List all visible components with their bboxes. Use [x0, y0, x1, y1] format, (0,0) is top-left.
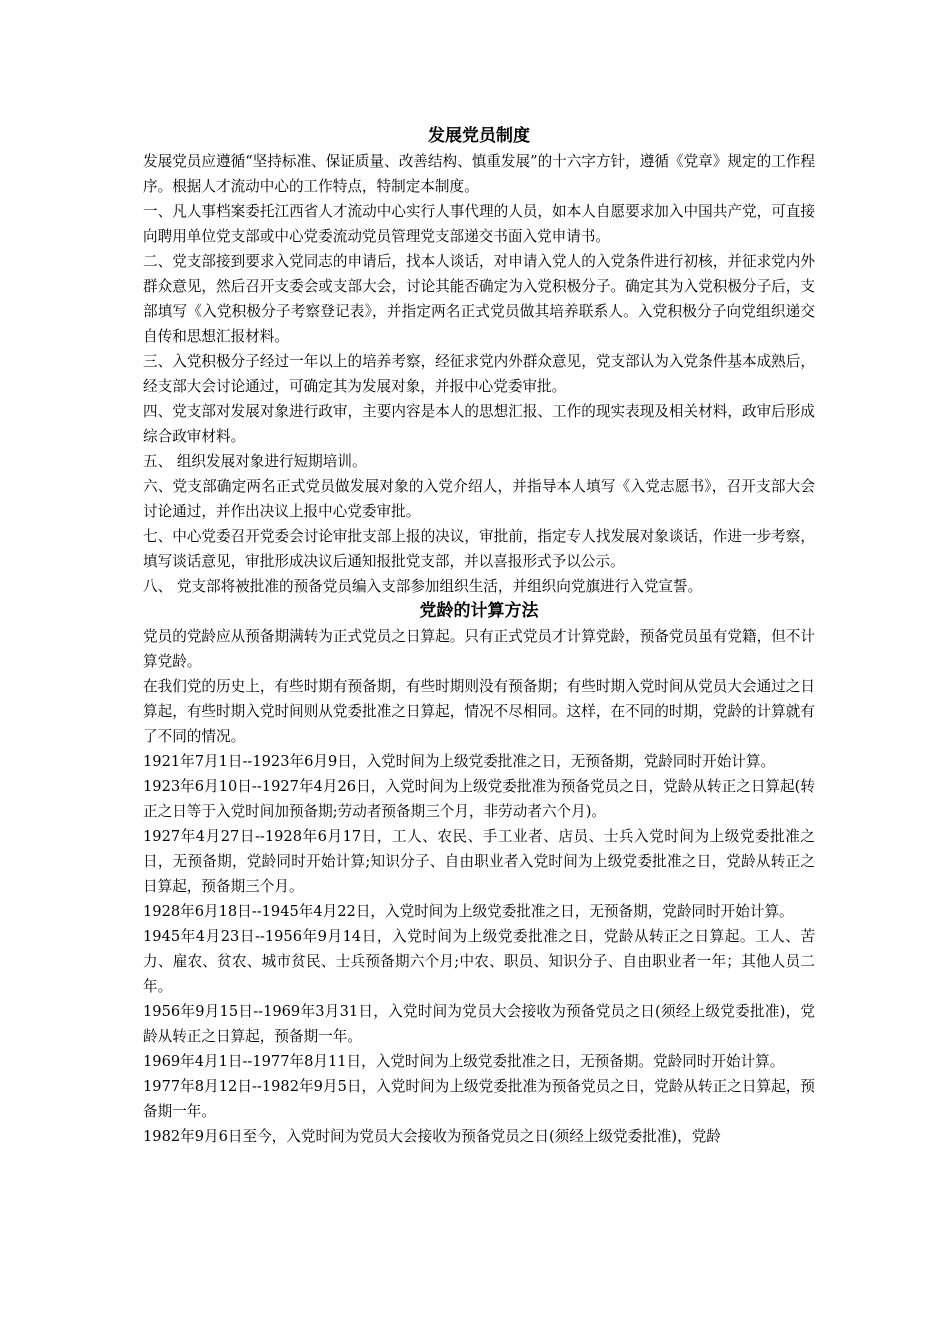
period-paragraph: 1928年6月18日--1945年4月22日，入党时间为上级党委批准之日，无预备期，党龄同时开始计算。 — [143, 903, 794, 920]
rule-item: 五、 组织发展对象进行短期培训。 — [143, 453, 367, 470]
period-paragraph: 1977年8月12日--1982年9月5日，入党时间为上级党委批准为预备党员之日，党龄从转正之日算起，预备期一年。 — [143, 1078, 815, 1120]
period-paragraph: 1956年9月15日--1969年3月31日，入党时间为党员大会接收为预备党员之日(须经上级党委批准)，党龄从转正之日算起，预备期一年。 — [143, 1003, 815, 1045]
rules-list — [143, 199, 815, 599]
rule-item: 八、 党支部将被批准的预备党员编入支部参加组织生活，并组织向党旗进行入党宣誓。 — [143, 578, 703, 595]
period-paragraph: 1945年4月23日--1956年9月14日，入党时间为上级党委批准之日，党龄从转正之日算起。工人、苦力、雇农、贫农、城市贫民、士兵预备期六个月;中农、职员、知识分子、自由职业者一年；其他人员二年。 — [143, 928, 815, 995]
rule-item: 二、党支部接到要求入党同志的申请后，找本人谈话，对申请入党人的入党条件进行初核，并征求党内外群众意见，然后召开支委会或支部大会，讨论其能否确定为入党积极分子。确定其为入党积极分子后，支部填写《入党积极分子考察登记表》，并指定两名正式党员做其培养联系人。入党积极分子向党组织递交自传和思想汇报材料。 — [143, 253, 815, 345]
rule-item: 一、凡人事档案委托江西省人才流动中心实行人事代理的人员，如本人自愿要求加入中国共产党，可直接向聘用单位党支部或中心党委流动党员管理党支部递交书面入党申请书。 — [143, 203, 815, 245]
period-paragraph: 1969年4月1日--1977年8月11日，入党时间为上级党委批准之日，无预备期。党龄同时开始计算。 — [143, 1053, 785, 1070]
rule-item: 四、党支部对发展对象进行政审，主要内容是本人的思想汇报、工作的现实表现及相关材料，政审后形成综合政审材料。 — [143, 403, 815, 445]
party-age-section — [143, 624, 815, 1149]
rule-item: 七、中心党委召开党委会讨论审批支部上报的决议，审批前，指定专人找发展对象谈话，作进一步考察，填写谈话意见，审批形成决议后通知报批党支部，并以喜报形式予以公示。 — [143, 528, 815, 570]
section-title: 党龄的计算方法 — [419, 601, 539, 621]
document-title: 发展党员制度 — [428, 126, 530, 146]
section-paragraph: 党员的党龄应从预备期满转为正式党员之日算起。只有正式党员才计算党龄，预备党员虽有党籍，但不计算党龄。 — [143, 628, 815, 670]
rule-item: 三、入党积极分子经过一年以上的培养考察，经征求党内外群众意见，党支部认为入党条件基本成熟后，经支部大会讨论通过，可确定其为发展对象，并报中心党委审批。 — [143, 353, 815, 395]
rule-item: 六、党支部确定两名正式党员做发展对象的入党介绍人，并指导本人填写《入党志愿书》，召开支部大会讨论通过，并作出决议上报中心党委审批。 — [143, 478, 815, 520]
section-paragraph: 在我们党的历史上，有些时期有预备期，有些时期则没有预备期；有些时期入党时间从党员大会通过之日算起，有些时期入党时间则从党委批准之日算起，情况不尽相同。这样，在不同的时期，党龄的计算就有了不同的情况。 — [143, 678, 815, 745]
period-paragraph: 1927年4月27日--1928年6月17日，工人、农民、手工业者、店员、士兵入党时间为上级党委批准之日，无预备期，党龄同时开始计算;知识分子、自由职业者入党时间为上级党委批准之日，党龄从转正之日算起，预备期三个月。 — [143, 828, 815, 895]
period-paragraph: 1923年6月10日--1927年4月26日，入党时间为上级党委批准为预备党员之日，党龄从转正之日算起(转正之日等于入党时间加预备期;劳动者预备期三个月，非劳动者六个月)。 — [143, 778, 815, 820]
period-paragraph: 1921年7月1日--1923年6月9日，入党时间为上级党委批准之日，无预备期，党龄同时开始计算。 — [143, 753, 776, 770]
intro-paragraph: 发展党员应遵循“坚持标准、保证质量、改善结构、慎重发展”的十六字方针，遵循《党章》规定的工作程序。根据人才流动中心的工作特点，特制定本制度。 — [143, 153, 815, 195]
period-paragraph: 1982年9月6日至今，入党时间为党员大会接收为预备党员之日(须经上级党委批准)，党龄 — [143, 1128, 721, 1145]
document-page — [143, 124, 815, 1149]
